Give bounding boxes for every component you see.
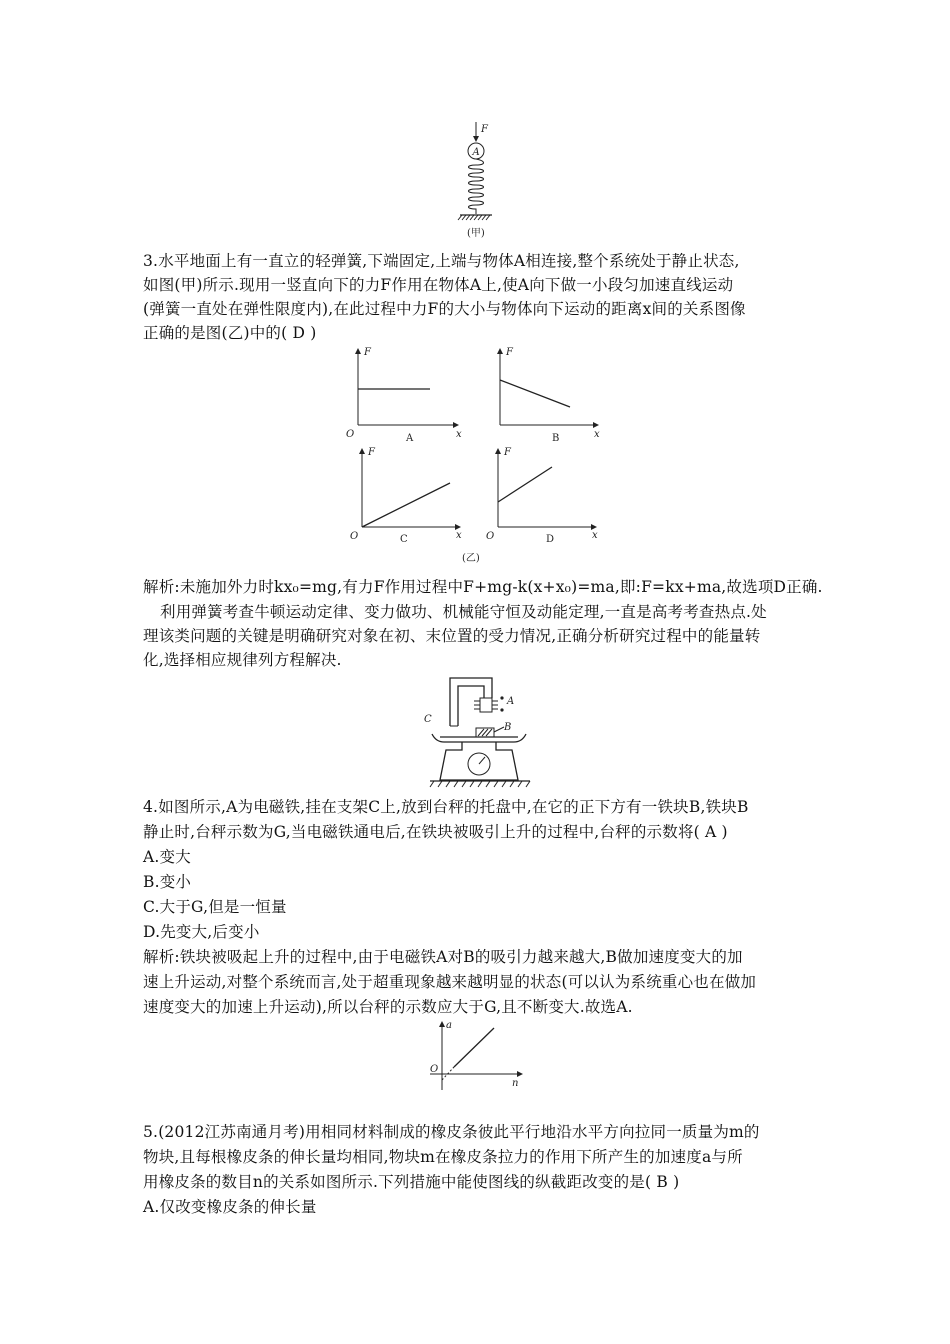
svg-text:O: O: [486, 531, 495, 542]
svg-text:x: x: [456, 530, 462, 541]
label-A: A: [472, 147, 480, 158]
graph-option-b: [500, 347, 600, 444]
q4-option-b: B.变小: [143, 873, 192, 891]
q4-option-c: C.大于G,但是一恒量: [143, 898, 287, 916]
q4-analysis-3: 速度变大的加速上升运动),所以台秤的示数应大于G,且不断变大.故选A.: [143, 998, 633, 1016]
svg-text:F: F: [506, 347, 513, 358]
caption-yi: (乙): [462, 553, 480, 564]
svg-text:x: x: [594, 429, 600, 440]
figure-electromagnet-scale: [418, 670, 548, 794]
figure-jia-spring: [440, 118, 520, 243]
caption-jia: (甲): [467, 228, 485, 239]
graph-option-d: [486, 447, 598, 545]
axis-label-n: n: [512, 1078, 519, 1089]
figure-yi-graphs: [330, 345, 620, 567]
q3-line-1: 3.水平地面上有一直立的轻弹簧,下端固定,上端与物体A相连接,整个系统处于静止状态,: [143, 252, 740, 270]
svg-text:x: x: [456, 429, 462, 440]
graph-label-b: B: [552, 433, 560, 444]
svg-text:O: O: [346, 429, 355, 440]
q4-option-d: D.先变大,后变小: [143, 923, 260, 941]
q4-line-2: 静止时,台秤示数为G,当电磁铁通电后,在铁块被吸引上升的过程中,台秤的示数将( A ): [143, 823, 728, 841]
graph-label-a: A: [406, 433, 414, 444]
note-line-1: 利用弹簧考查牛顿运动定律、变力做功、机械能守恒及动能定理,一直是高考考查热点.处: [160, 603, 767, 621]
label-magnet-a: A: [507, 696, 515, 707]
svg-text:F: F: [504, 447, 511, 458]
q3-line-4: 正确的是图(乙)中的( D ): [143, 324, 317, 342]
figure-a-n-graph: [422, 1018, 532, 1092]
graph-option-c: [350, 447, 462, 545]
axis-label-a: a: [446, 1020, 452, 1031]
label-support-c: C: [424, 714, 432, 725]
q5-line-2: 物块,且每根橡皮条的伸长量均相同,物块m在橡皮条拉力的作用下所产生的加速度a与所: [143, 1148, 743, 1166]
note-line-2: 理该类问题的关键是明确研究对象在初、末位置的受力情况,正确分析研究过程中的能量转: [143, 627, 761, 645]
q4-line-1: 4.如图所示,A为电磁铁,挂在支架C上,放到台秤的托盘中,在它的正下方有一铁块B,铁块B: [143, 798, 749, 816]
label-iron-b: B: [504, 722, 512, 733]
q4-option-a: A.变大: [143, 848, 191, 866]
graph-label-d: D: [546, 534, 555, 545]
q4-analysis-2: 速上升运动,对整个系统而言,处于超重现象越来越明显的状态(可以认为系统重心也在做加: [143, 973, 757, 991]
svg-text:x: x: [592, 530, 598, 541]
label-F: F: [481, 124, 488, 135]
q5-line-1: 5.(2012江苏南通月考)用相同材料制成的橡皮条彼此平行地沿水平方向拉同一质量为m的: [143, 1123, 760, 1141]
origin-label: O: [430, 1064, 439, 1075]
q4-analysis-1: 解析:铁块被吸起上升的过程中,由于电磁铁A对B的吸引力越来越大,B做加速度变大的加: [143, 948, 743, 966]
q5-line-3: 用橡皮条的数目n的关系如图所示.下列措施中能使图线的纵截距改变的是( B ): [143, 1173, 680, 1191]
graph-label-c: C: [400, 534, 408, 545]
graph-option-a: [346, 347, 462, 444]
q3-line-2: 如图(甲)所示.现用一竖直向下的力F作用在物体A上,使A向下做一小段匀加速直线运动: [143, 276, 734, 294]
q3-analysis: 解析:未施加外力时kx₀=mg,有力F作用过程中F+mg-k(x+x₀)=ma,即:F=kx+ma,故选项D正确.: [143, 578, 823, 596]
q3-line-3: (弹簧一直处在弹性限度内),在此过程中力F的大小与物体向下运动的距离x间的关系图像: [143, 300, 746, 318]
q5-option-a: A.仅改变橡皮条的伸长量: [143, 1198, 317, 1216]
svg-text:O: O: [350, 531, 359, 542]
svg-text:F: F: [364, 347, 371, 358]
note-line-3: 化,选择相应规律列方程解决.: [143, 651, 342, 669]
svg-text:F: F: [368, 447, 375, 458]
